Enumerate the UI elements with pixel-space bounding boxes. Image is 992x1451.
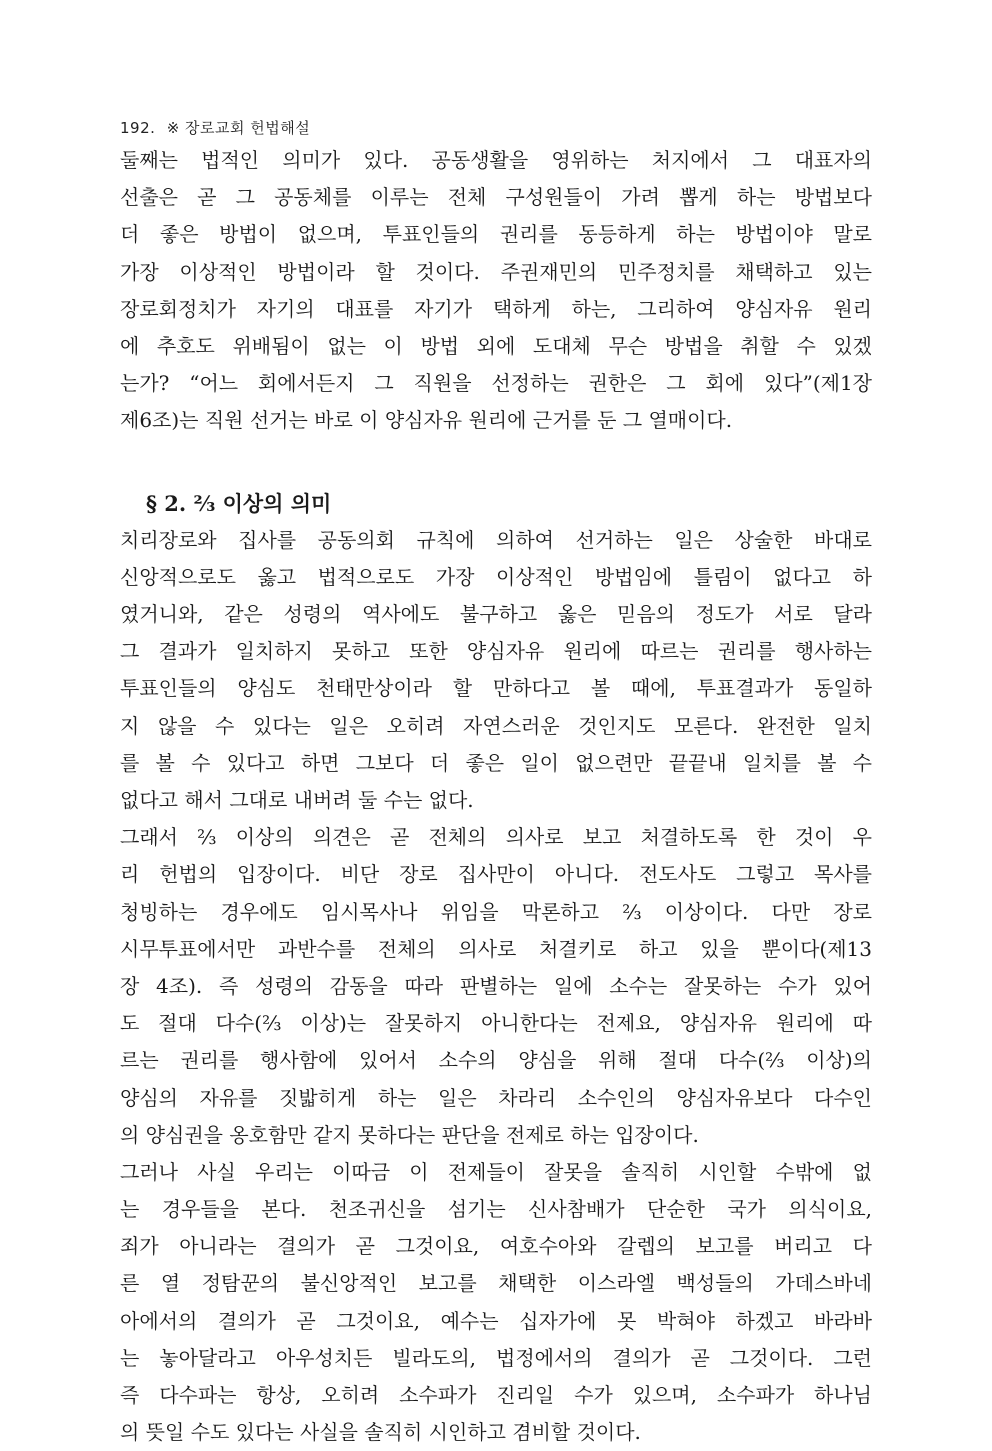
text-line: 장 4조). 즉 성령의 감동을 따라 판별하는 일에 소수는 잘못하는 수가 있어 xyxy=(120,973,872,998)
text-line: 지 않을 수 있다는 일은 오히려 자연스러운 것인지도 모른다. 완전한 일치 xyxy=(120,713,872,738)
text-line: 였거니와, 같은 성령의 역사에도 불구하고 옳은 믿음의 정도가 서로 달라 xyxy=(120,602,872,627)
text-line: 없다고 해서 그대로 내버려 둘 수는 없다. xyxy=(120,788,474,812)
text-line: 를 볼 수 있다고 하면 그보다 더 좋은 일이 없으련만 끝끝내 일치를 볼 수 xyxy=(120,750,872,775)
text-line: 둘째는 법적인 의미가 있다. 공동생활을 영위하는 처지에서 그 대표자의 xyxy=(120,148,872,172)
text-line: 가장 이상적인 방법이라 할 것이다. 주권재민의 민주정치를 채택하고 있는 xyxy=(120,259,872,284)
paragraph-3 xyxy=(120,819,872,1154)
text-line: 르는 권리를 행사함에 있어서 소수의 양심을 위해 절대 다수(⅔ 이상)의 xyxy=(120,1048,872,1073)
running-header xyxy=(120,117,310,138)
text-line: 그러나 사실 우리는 이따금 이 전제들이 잘못을 솔직히 시인할 수밖에 없 xyxy=(120,1159,872,1184)
text-line: 는가? “어느 회에서든지 그 직원을 선정하는 권한은 그 회에 있다”(제1장 xyxy=(120,371,872,396)
text-line: 리 헌법의 입장이다. 비단 장로 집사만이 아니다. 전도사도 그렇고 목사를 xyxy=(120,862,872,887)
paragraph-4 xyxy=(120,1154,872,1451)
text-line: 는 경우들을 본다. 천조귀신을 섬기는 신사참배가 단순한 국가 의식이요, xyxy=(120,1197,872,1222)
text-line: 신앙적으로도 옳고 법적으로도 가장 이상적인 방법임에 틀림이 없다고 하 xyxy=(120,564,872,589)
page-number: 192. xyxy=(120,119,156,137)
text-line: 도 절대 다수(⅔ 이상)는 잘못하지 아니한다는 전제요, 양심자유 원리에 따 xyxy=(120,1011,872,1036)
text-line: 치리장로와 집사를 공동의회 규칙에 의하여 선거하는 일은 상술한 바대로 xyxy=(120,527,872,552)
text-line: 죄가 아니라는 결의가 곧 그것이요, 여호수아와 갈렙의 보고를 버리고 다 xyxy=(120,1234,872,1259)
text-line: 아에서의 결의가 곧 그것이요, 예수는 십자가에 못 박혀야 하겠고 바라바 xyxy=(120,1308,872,1333)
paragraph-2 xyxy=(120,522,872,820)
text-line: 청빙하는 경우에도 임시목사나 위임을 막론하고 ⅔ 이상이다. 다만 장로 xyxy=(120,899,872,924)
text-line: 에 추호도 위배됨이 없는 이 방법 외에 도대체 무슨 방법을 취할 수 있겠 xyxy=(120,333,872,358)
text-line: 른 열 정탐꾼의 불신앙적인 보고를 채택한 이스라엘 백성들의 가데스바네 xyxy=(120,1271,872,1296)
body-text xyxy=(120,142,872,1451)
text-line: 투표인들의 양심도 천태만상이라 할 만하다고 볼 때에, 투표결과가 동일하 xyxy=(120,676,872,701)
text-line: 의 양심권을 옹호함만 같지 못하다는 판단을 전제로 하는 입장이다. xyxy=(120,1122,699,1147)
paragraph-1 xyxy=(120,142,872,440)
text-line: 장로회정치가 자기의 대표를 자기가 택하게 하는, 그리하여 양심자유 원리 xyxy=(120,296,872,321)
text-line: 의 뜻일 수도 있다는 사실을 솔직히 시인하고 겸비할 것이다. xyxy=(120,1420,641,1445)
section-heading: § 2. ⅔ 이상의 의미 xyxy=(146,490,332,516)
text-line: 선출은 곧 그 공동체를 이루는 전체 구성원들이 가려 뽑게 하는 방법보다 xyxy=(120,185,872,210)
section-gap xyxy=(120,440,872,485)
text-line: 즉 다수파는 항상, 오히려 소수파가 진리일 수가 있으며, 소수파가 하나님 xyxy=(120,1383,872,1407)
running-header-title: ※ 장로교회 헌법해설 xyxy=(166,119,311,137)
text-line: 그 결과가 일치하지 못하고 또한 양심자유 원리에 따르는 권리를 행사하는 xyxy=(120,639,872,664)
text-line: 제6조)는 직원 선거는 바로 이 양심자유 원리에 근거를 둔 그 열매이다. xyxy=(120,408,733,433)
text-line: 시무투표에서만 과반수를 전체의 의사로 처결키로 하고 있을 뿐이다(제13 xyxy=(120,936,872,961)
text-line: 그래서 ⅔ 이상의 의견은 곧 전체의 의사로 보고 처결하도록 한 것이 우 xyxy=(120,825,872,850)
text-line: 는 놓아달라고 아우성치든 빌라도의, 법정에서의 결의가 곧 그것이다. 그런 xyxy=(120,1345,872,1370)
text-line: 양심의 자유를 짓밟히게 하는 일은 차라리 소수인의 양심자유보다 다수인 xyxy=(120,1085,872,1110)
text-line: 더 좋은 방법이 없으며, 투표인들의 권리를 동등하게 하는 방법이야 말로 xyxy=(120,222,872,247)
